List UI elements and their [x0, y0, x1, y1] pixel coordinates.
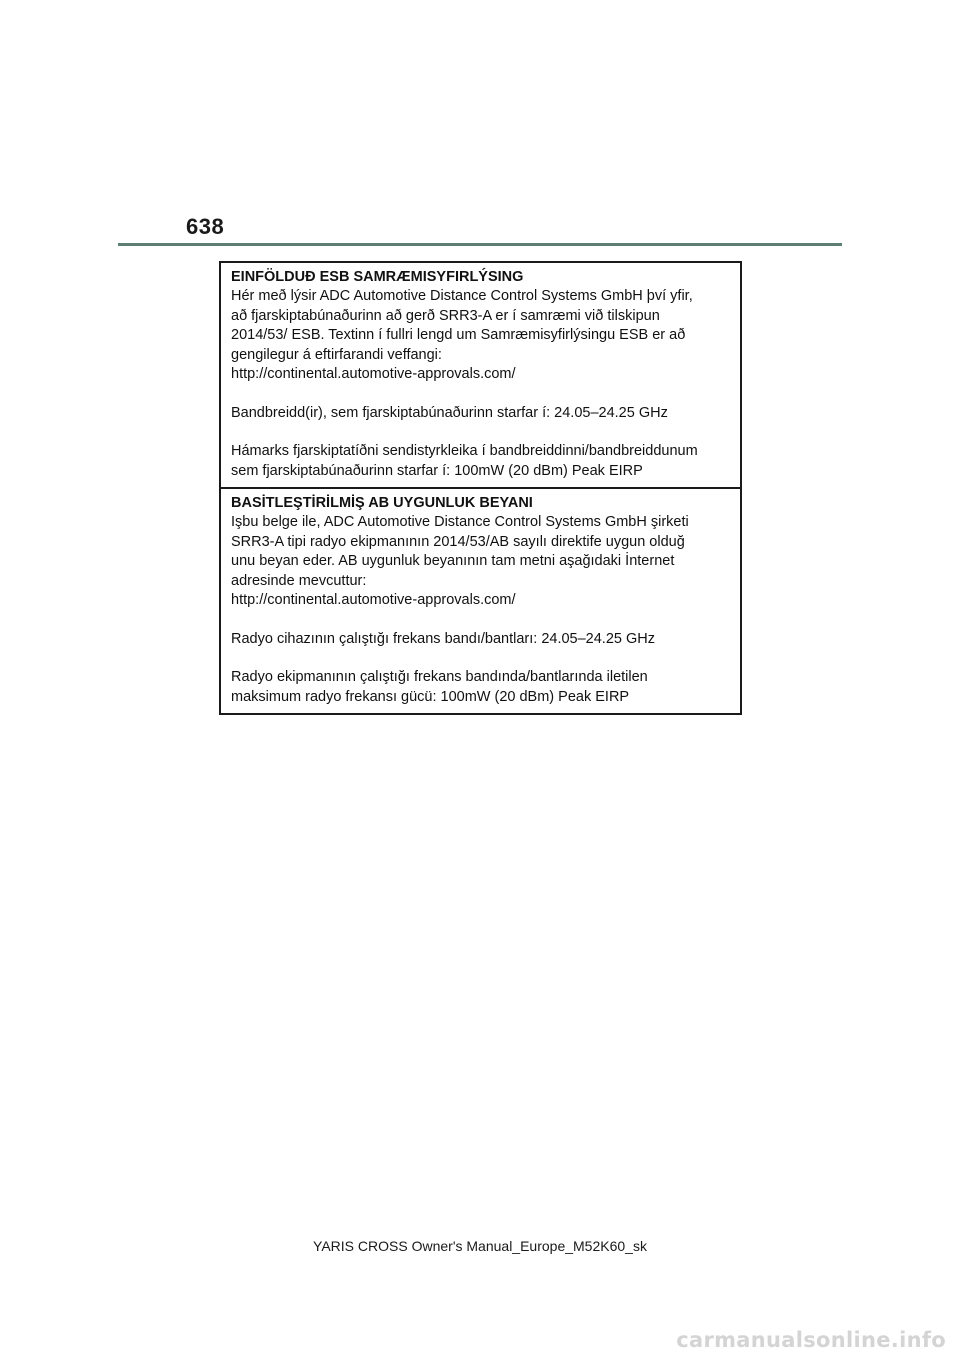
text-line: gengilegur á eftirfarandi veffangi:: [231, 346, 442, 363]
paragraph: [231, 404, 730, 424]
declaration-box: [219, 261, 742, 715]
section-title: BASİTLEŞTİRİLMİŞ AB UYGUNLUK BEYANI: [231, 495, 533, 511]
url-text: http://continental.automotive-approvals.com/: [231, 366, 516, 382]
watermark-logo: carmanualsonline.info: [676, 1328, 946, 1352]
text-line: Hér með lýsir ADC Automotive Distance Control Systems GmbH því yfir,: [231, 288, 693, 304]
text-line: Hámarks fjarskiptatíðni sendistyrkleika í bandbreiddinni/bandbreiddunum: [231, 443, 698, 459]
text-line: Bandbreidd(ir), sem fjarskiptabúnaðurinn starfar í: 24.05–24.25 GHz: [231, 404, 668, 421]
text-line: maksimum radyo frekansı gücü: 100mW (20 dBm) Peak EIRP: [231, 688, 630, 705]
text-line: Işbu belge ile, ADC Automotive Distance Control Systems GmbH şirketi: [231, 514, 689, 530]
text-line: adresinde mevcuttur:: [231, 572, 367, 589]
url-text: http://continental.automotive-approvals.com/: [231, 592, 516, 608]
paragraph: [231, 287, 730, 385]
text-line: Radyo cihazının çalıştığı frekans bandı/bantları: 24.05–24.25 GHz: [231, 630, 655, 647]
text-line: að fjarskiptabúnaðurinn að gerð SRR3-A er í samræmi við tilskipun: [231, 307, 660, 324]
declaration-section-turkish: [221, 487, 740, 713]
declaration-section-icelandic: [221, 263, 740, 487]
footer-manual-title: YARIS CROSS Owner's Manual_Europe_M52K60_sk: [313, 1238, 647, 1254]
text-line: Radyo ekipmanının çalıştığı frekans bandında/bantlarında iletilen: [231, 669, 648, 685]
paragraph: [231, 630, 730, 650]
text-line: SRR3-A tipi radyo ekipmanının 2014/53/AB sayılı direktife uygun olduğ: [231, 533, 685, 550]
header-rule: [118, 243, 842, 246]
text-line: 2014/53/ ESB. Textinn í fullri lengd um Samræmisyfirlýsingu ESB er að: [231, 327, 686, 343]
page-number: 638: [186, 214, 225, 239]
text-line: sem fjarskiptabúnaðurinn starfar í: 100mW (20 dBm) Peak EIRP: [231, 462, 643, 479]
section-title: EINFÖLDUÐ ESB SAMRÆMISYFIRLÝSING: [231, 269, 524, 285]
paragraph: [231, 668, 730, 707]
text-line: unu beyan eder. AB uygunluk beyanının tam metni aşağıdaki İnternet: [231, 553, 675, 569]
paragraph: [231, 513, 730, 611]
paragraph: [231, 442, 730, 481]
